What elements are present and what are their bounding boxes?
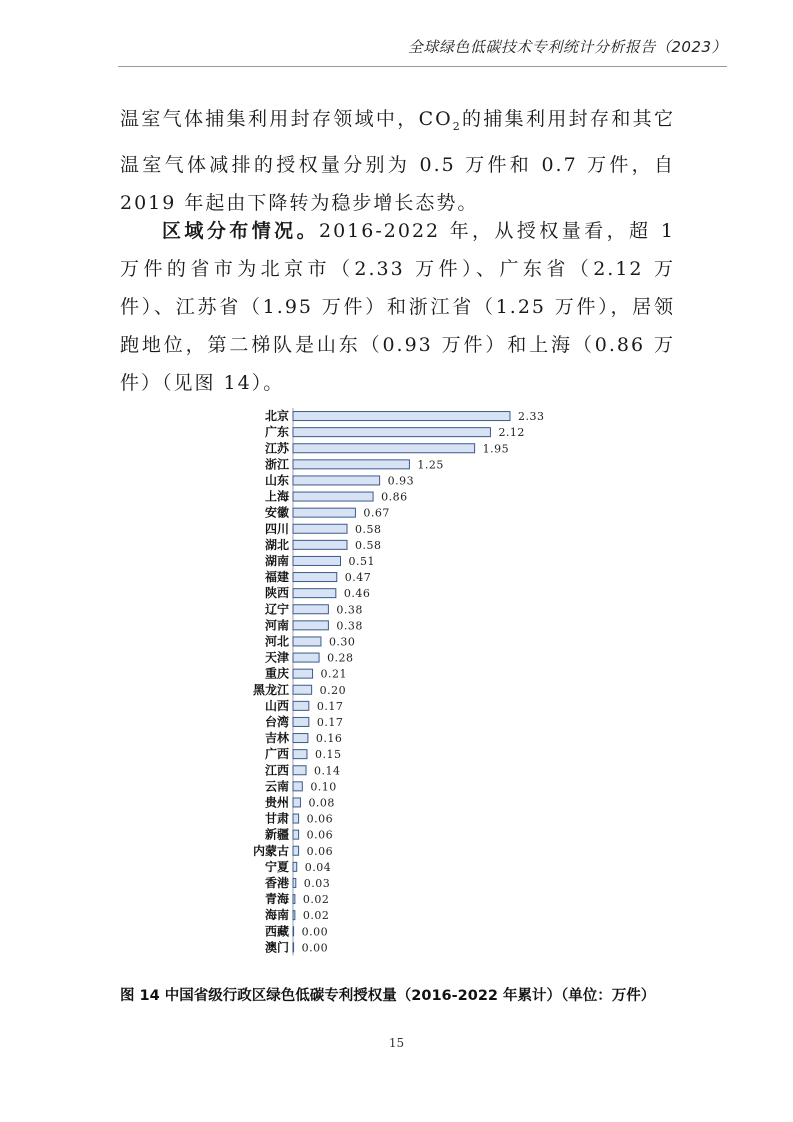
- figure-caption: 图 14 中国省级行政区绿色低碳专利授权量（2016-2022 年累计）（单位：万件）: [120, 988, 656, 1004]
- category-label: 江苏: [264, 441, 289, 456]
- bar-value-label: 0.17: [316, 699, 344, 713]
- bar-value-label: 0.03: [303, 876, 331, 890]
- bar-value-label: 0.06: [306, 828, 334, 842]
- category-label: 湖北: [264, 537, 289, 552]
- bar-value-label: 0.00: [301, 941, 329, 955]
- bar: [293, 412, 510, 421]
- bar-value-label: 2.12: [498, 426, 525, 440]
- category-label: 西藏: [264, 924, 289, 939]
- bar: [293, 621, 328, 630]
- bar: [293, 605, 328, 614]
- category-label: 海南: [264, 908, 289, 923]
- category-label: 四川: [264, 521, 289, 536]
- bar: [293, 943, 294, 952]
- bar-value-label: 0.58: [355, 538, 382, 552]
- bar-value-label: 0.28: [327, 651, 354, 665]
- category-label: 天津: [264, 650, 289, 665]
- paragraph-regional-text: 2016-2022 年，从授权量看，超 1 万件的省市为北京市（2.33 万件）、广东省（2.12 万件）、江苏省（1.95 万件）和浙江省（1.25 万件），居领跑地位，第二梯队是山东（0.93 万件）和上海（0.86 万件）（见图 14）。: [120, 220, 675, 394]
- bar: [293, 540, 347, 549]
- bar-value-label: 2.33: [518, 410, 545, 424]
- category-label: 山东: [264, 473, 289, 488]
- bar: [293, 830, 299, 839]
- category-label: 吉林: [264, 731, 289, 746]
- bar-value-label: 0.93: [387, 474, 415, 488]
- bar-value-label: 1.95: [482, 442, 510, 456]
- bar: [293, 476, 380, 485]
- category-label: 重庆: [264, 666, 289, 681]
- bar: [293, 460, 409, 469]
- bar: [293, 685, 312, 694]
- bar: [293, 492, 373, 501]
- bar: [293, 701, 309, 710]
- category-label: 澳门: [264, 940, 289, 955]
- bar-value-label: 0.67: [363, 506, 390, 520]
- bar-value-label: 0.58: [355, 522, 382, 536]
- category-label: 香港: [264, 875, 289, 890]
- bar: [293, 846, 299, 855]
- bar: [293, 862, 297, 871]
- bar-value-label: 0.38: [336, 619, 363, 633]
- paragraph-ccus-part1: 温室气体捕集利用封存领域中，CO: [120, 108, 453, 130]
- bar-value-label: 1.25: [417, 458, 444, 472]
- category-label: 宁夏: [264, 859, 289, 874]
- bar: [293, 589, 336, 598]
- paragraph-lead-heading: 区域分布情况。: [162, 220, 319, 242]
- bar-value-label: 0.51: [348, 554, 375, 568]
- header-divider: [118, 66, 727, 67]
- bar: [293, 653, 319, 662]
- bar: [293, 798, 300, 807]
- category-label: 广东: [264, 425, 289, 440]
- category-label: 福建: [264, 570, 289, 585]
- bar-value-label: 0.06: [306, 812, 334, 826]
- bar: [293, 895, 295, 904]
- bar: [293, 717, 309, 726]
- bar-value-label: 0.02: [302, 909, 330, 923]
- paragraph-ccus-part2: 的捕集利用封存和其它温室气体减排的授权量分别为 0.5 万件和 0.7 万件，自 2019 年起由下降转为稳步增长态势。: [120, 108, 675, 214]
- category-label: 北京: [264, 409, 289, 424]
- patent-grants-bar-chart: [240, 402, 560, 960]
- bar: [293, 573, 337, 582]
- report-header-title: 全球绿色低碳技术专利统计分析报告（2023）: [407, 38, 727, 56]
- paragraph-regional: [120, 212, 675, 402]
- bar: [293, 556, 340, 565]
- category-label: 新疆: [264, 827, 289, 842]
- bar-value-label: 0.47: [344, 571, 372, 585]
- bar: [293, 927, 294, 936]
- bar-value-label: 0.17: [316, 715, 344, 729]
- category-label: 青海: [264, 892, 289, 907]
- page-number: 15: [388, 1036, 405, 1050]
- bar-value-label: 0.30: [328, 635, 356, 649]
- category-label: 河北: [264, 634, 289, 649]
- bar-value-label: 0.86: [381, 490, 408, 504]
- bar-value-label: 0.08: [308, 796, 335, 810]
- category-label: 云南: [264, 779, 289, 794]
- category-label: 甘肃: [264, 811, 289, 826]
- bar: [293, 508, 355, 517]
- paragraph-ccus: [120, 100, 675, 222]
- category-label: 浙江: [264, 457, 289, 472]
- bar: [293, 428, 490, 437]
- bar-value-label: 0.46: [343, 587, 371, 601]
- category-label: 江西: [264, 763, 289, 778]
- bar-value-label: 0.20: [319, 683, 347, 697]
- bar-value-label: 0.02: [302, 893, 330, 907]
- bar: [293, 782, 302, 791]
- bar-value-label: 0.38: [336, 603, 363, 617]
- bar-value-label: 0.06: [306, 844, 334, 858]
- bar: [293, 637, 321, 646]
- category-label: 台湾: [264, 714, 289, 729]
- bar: [293, 669, 313, 678]
- bar: [293, 911, 295, 920]
- category-label: 黑龙江: [252, 682, 289, 697]
- bar-value-label: 0.00: [301, 925, 329, 939]
- category-label: 山西: [264, 698, 289, 713]
- bar-value-label: 0.21: [320, 667, 348, 681]
- bar-value-label: 0.15: [314, 748, 342, 762]
- bar-value-label: 0.10: [310, 780, 337, 794]
- bar-value-label: 0.04: [304, 860, 332, 874]
- bar: [293, 750, 307, 759]
- category-label: 河南: [264, 618, 289, 633]
- bar-value-label: 0.14: [314, 764, 341, 778]
- bar: [293, 444, 475, 453]
- category-label: 陕西: [264, 586, 289, 601]
- category-label: 安徽: [264, 505, 289, 520]
- bar: [293, 524, 347, 533]
- bar: [293, 766, 306, 775]
- category-label: 广西: [264, 747, 289, 762]
- category-label: 贵州: [264, 795, 289, 810]
- co2-subscript: 2: [452, 119, 462, 133]
- bar: [293, 878, 296, 887]
- category-label: 内蒙古: [252, 843, 289, 858]
- category-label: 上海: [264, 489, 289, 504]
- bar-value-label: 0.16: [315, 732, 343, 746]
- category-label: 湖南: [264, 553, 289, 568]
- category-label: 辽宁: [264, 602, 289, 617]
- bar: [293, 734, 308, 743]
- bar: [293, 814, 299, 823]
